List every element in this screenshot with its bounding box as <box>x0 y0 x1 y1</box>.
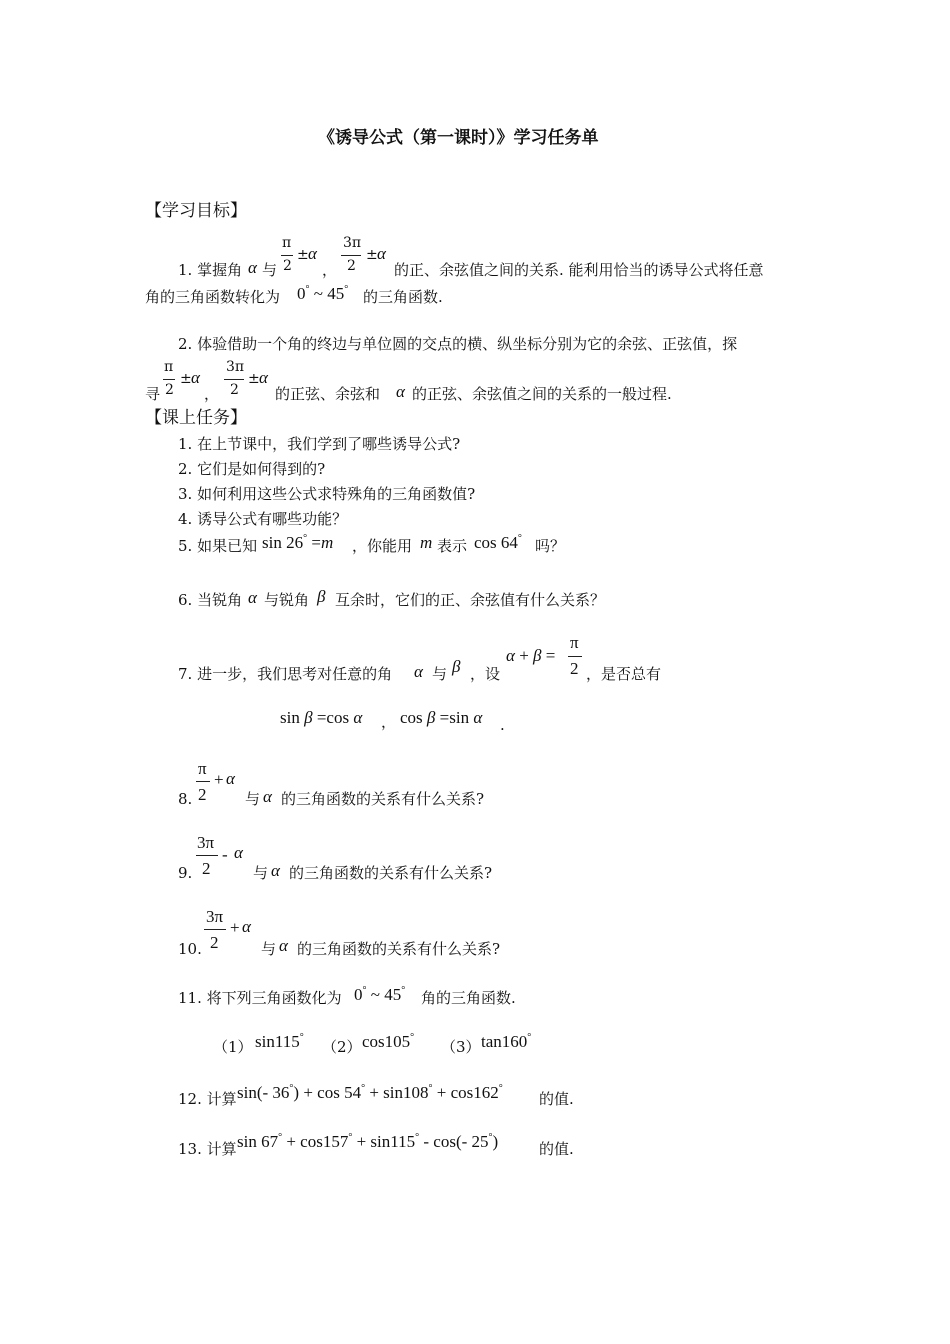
tasks-heading: 【课上任务】 <box>145 408 247 428</box>
task10-text-2: 的三角函数的关系有什么关系? <box>297 940 501 958</box>
item-1-expression: sin115° <box>255 1032 304 1051</box>
task5-text-b: ，你能用 <box>352 537 413 555</box>
alpha-symbol: α <box>234 843 243 862</box>
obj2-text-c: 的正弦、余弦和 <box>275 385 381 403</box>
fraction-numerator: 3π <box>206 907 224 926</box>
task5-text-d: 吗？ <box>535 537 566 555</box>
task8-text-2: 的三角函数的关系有什么关系? <box>281 790 485 808</box>
fraction-bar <box>341 255 361 256</box>
task7-text-c: ，设 <box>470 665 501 683</box>
plus-minus: ± <box>297 247 309 263</box>
fraction-bar <box>163 379 175 380</box>
fraction-numerator: π <box>198 759 207 778</box>
task7-text-a: 7. 进一步，我们思考对任意的角 <box>178 665 393 683</box>
fraction-numerator: π <box>570 633 579 652</box>
task6-text-c: 互余时，它们的正、余弦值有什么关系？ <box>335 591 606 609</box>
plus-sign: + <box>230 918 240 937</box>
plus-minus: ± <box>366 247 378 263</box>
equation-2: cos β =sin α <box>400 708 483 727</box>
alpha-symbol: α <box>279 936 288 955</box>
task12-text-a: 12. 计算 <box>178 1090 237 1108</box>
obj2-text-a: 2. 体验借助一个角的终边与单位圆的交点的横、纵坐标分别为它的余弦、正弦值，探 <box>178 335 738 353</box>
fraction-bar <box>281 255 293 256</box>
alpha-symbol: α <box>414 662 423 681</box>
item-3-label: （3） <box>441 1038 481 1056</box>
task9-text: 与 <box>253 864 269 882</box>
alpha-symbol: α <box>396 382 405 401</box>
fraction-bar <box>224 379 244 380</box>
alpha-symbol: α <box>248 588 257 607</box>
task-2: 2. 它们是如何得到的? <box>178 460 326 478</box>
equation-1: sin β =cos α <box>280 708 363 727</box>
comma: ， <box>381 713 397 731</box>
fraction-denominator: 2 <box>165 382 174 398</box>
objectives-heading: 【学习目标】 <box>145 201 247 221</box>
page-title: 《诱导公式（第一课时）》学习任务单 <box>318 128 599 148</box>
fraction-numerator: 3π <box>197 833 215 852</box>
beta-symbol: β <box>317 587 326 606</box>
alpha-symbol: α <box>242 917 251 936</box>
fraction-bar <box>204 929 226 930</box>
task7-text-b: 与 <box>432 665 448 683</box>
fraction-denominator: 2 <box>283 258 292 274</box>
fraction-bar <box>196 781 210 782</box>
alpha-symbol: α <box>259 368 268 387</box>
sum-expression: sin 67° + cos157° + sin115° - cos(- 25°) <box>237 1132 499 1151</box>
task-1: 1. 在上节课中，我们学到了哪些诱导公式? <box>178 435 461 453</box>
sum-expression: α + β = <box>506 646 556 665</box>
item-3-expression: tan160° <box>481 1032 532 1051</box>
fraction-denominator: 2 <box>198 785 207 804</box>
cos-expression: cos 64° <box>474 533 522 552</box>
range-expression: 0° ~ 45° <box>354 985 406 1004</box>
item-2-label: （2） <box>322 1038 362 1056</box>
fraction-numerator: 3π <box>343 235 362 251</box>
alpha-symbol: α <box>191 368 200 387</box>
fraction-bar <box>568 656 582 657</box>
task13-text-b: 的值. <box>539 1140 574 1158</box>
alpha-symbol: α <box>308 244 317 263</box>
obj1-text-c: 的正、余弦值之间的关系. 能利用恰当的诱导公式将任意 <box>394 261 764 279</box>
period: . <box>500 716 505 734</box>
plus-minus: ± <box>180 371 192 387</box>
task5-text-c: 表示 <box>437 537 468 555</box>
task12-text-b: 的值. <box>539 1090 574 1108</box>
task8-number: 8. <box>178 790 193 808</box>
comma: ， <box>322 261 338 279</box>
fraction-denominator: 2 <box>347 258 356 274</box>
task11-text-a: 11. 将下列三角函数化为 <box>178 989 342 1007</box>
alpha-symbol: α <box>377 244 386 263</box>
obj2-text-b: 寻 <box>145 385 161 403</box>
minus-sign: - <box>222 845 228 864</box>
fraction-denominator: 2 <box>202 859 211 878</box>
task10-text: 与 <box>261 940 277 958</box>
task11-text-b: 角的三角函数. <box>421 989 516 1007</box>
task6-text-a: 6. 当锐角 <box>178 591 243 609</box>
task-3: 3. 如何利用这些公式求特殊角的三角函数值? <box>178 485 476 503</box>
range-expression: 0° ~ 45° <box>297 284 349 303</box>
task5-text-a: 5. 如果已知 <box>178 537 258 555</box>
alpha-symbol: α <box>248 258 257 277</box>
obj2-text-d: 的正弦、余弦值之间的关系的一般过程. <box>412 385 672 403</box>
fraction-numerator: 3π <box>226 359 245 375</box>
alpha-symbol: α <box>271 861 280 880</box>
task13-text-a: 13. 计算 <box>178 1140 237 1158</box>
comma: ， <box>204 385 220 403</box>
fraction-bar <box>196 855 218 856</box>
task6-text-b: 与锐角 <box>264 591 310 609</box>
fraction-denominator: 2 <box>210 933 219 952</box>
task8-text: 与 <box>245 790 261 808</box>
sin-expression: sin 26° =m <box>262 533 334 552</box>
m-symbol: m <box>420 533 433 552</box>
item-1-label: （1） <box>213 1038 253 1056</box>
sum-expression: sin(- 36°) + cos 54° + sin108° + cos162° <box>237 1083 503 1102</box>
task9-number: 9. <box>178 864 193 882</box>
fraction-denominator: 2 <box>230 382 239 398</box>
alpha-symbol: α <box>263 787 272 806</box>
fraction-numerator: π <box>282 235 292 251</box>
beta-symbol: β <box>452 657 461 676</box>
alpha-symbol: α <box>226 769 235 788</box>
obj1-text-d: 角的三角函数转化为 <box>145 288 281 306</box>
task10-number: 10. <box>178 940 202 958</box>
task7-text-d: ，是否总有 <box>586 665 662 683</box>
fraction-numerator: π <box>164 359 174 375</box>
obj1-text-a: 1. 掌握角 <box>178 261 243 279</box>
obj1-text-b: 与 <box>262 261 278 279</box>
plus-minus: ± <box>248 371 260 387</box>
plus-sign: + <box>214 770 224 789</box>
task9-text-2: 的三角函数的关系有什么关系? <box>289 864 493 882</box>
fraction-denominator: 2 <box>570 659 579 678</box>
task-4: 4. 诱导公式有哪些功能？ <box>178 510 348 528</box>
obj1-text-e: 的三角函数. <box>363 288 443 306</box>
item-2-expression: cos105° <box>362 1032 415 1051</box>
